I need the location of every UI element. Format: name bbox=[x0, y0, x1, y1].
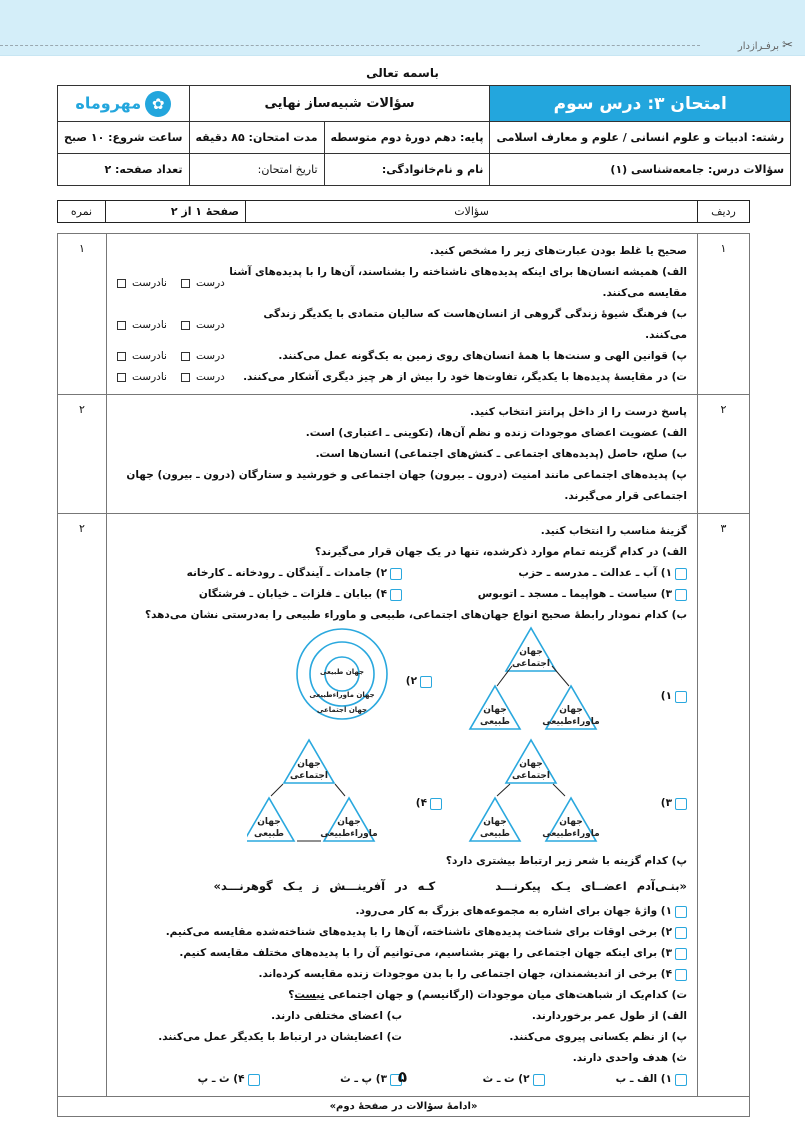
option-text: ۲) ت ـ ث bbox=[482, 1073, 530, 1085]
question-score: ۲ bbox=[79, 403, 85, 416]
tf-statement: الف) همیشه انسان‌ها برای اینکه پدیده‌های ناشناخته را بشناسند، آن‌ها را با پدیده‌های آشنا مقایسه می‌کنند. bbox=[229, 266, 687, 299]
col-page: صفحهٔ ۱ از ۲ bbox=[106, 201, 246, 223]
question-body bbox=[106, 514, 697, 1096]
question-score: ۱ bbox=[79, 242, 85, 255]
nested-circles-diagram-icon bbox=[292, 626, 402, 726]
col-score: نمره bbox=[58, 201, 106, 223]
part-b-question: ب) کدام نمودار رابطهٔ صحیح انواع جهان‌های اجتماعی، طبیعی و ماوراء طبیعی را به‌درستی نشان می‌دهد؟ bbox=[145, 609, 687, 621]
choice-item: پ) پدیده‌های اجتماعی مانند امنیت (درون ـ بیرون) جهان اجتماعی و خورشید و ستارگان (درون ـ بیرون) جهان اجتماعی قرار می‌گیرند. bbox=[126, 469, 687, 502]
false-label: نادرست bbox=[132, 350, 167, 362]
option-label: ۲) bbox=[405, 675, 417, 687]
choice-item: الف) عضویت اعضای موجودات زنده و نظم آن‌ها، (تکوینی ـ اعتباری) است. bbox=[305, 427, 687, 439]
simulation-title: سؤالات شبیه‌ساز نهایی bbox=[189, 86, 490, 122]
checkbox-icon[interactable] bbox=[675, 798, 687, 810]
true-label: درست bbox=[195, 318, 225, 331]
false-option[interactable] bbox=[117, 315, 167, 336]
grade-info: پایه: دهم دورهٔ دوم متوسطه bbox=[324, 122, 490, 154]
butterfly-icon: ✿ bbox=[145, 91, 171, 117]
top-cut-band bbox=[0, 0, 805, 56]
true-label: درست bbox=[195, 371, 225, 383]
checkbox-icon[interactable] bbox=[430, 798, 442, 810]
option-3[interactable] bbox=[117, 943, 687, 964]
option-text: ۱) آب ـ عدالت ـ مدرسه ـ حزب bbox=[518, 567, 672, 579]
question-number: ۲ bbox=[697, 395, 749, 513]
svg-text:اجتماعی: اجتماعی bbox=[290, 771, 328, 781]
diagram-option-1[interactable] bbox=[459, 626, 687, 744]
svg-text:جهان: جهان bbox=[519, 647, 543, 657]
svg-text:اجتماعی: اجتماعی bbox=[512, 659, 550, 669]
bismillah: باسمه تعالی bbox=[366, 66, 439, 80]
tf-item bbox=[117, 262, 687, 304]
checkbox-icon[interactable] bbox=[675, 969, 687, 981]
svg-text:جهان: جهان bbox=[337, 817, 361, 827]
true-option[interactable] bbox=[181, 346, 225, 367]
svg-text:جهان: جهان bbox=[559, 817, 583, 827]
option-text: ۲) جامدات ـ آیندگان ـ رودخانه ـ کارخانه bbox=[186, 567, 387, 579]
checkbox-icon[interactable] bbox=[117, 373, 126, 382]
poem bbox=[117, 872, 687, 901]
svg-text:طبیعی: طبیعی bbox=[253, 829, 285, 839]
page-number: ۵ bbox=[397, 1068, 408, 1086]
cut-label-text: برفـرازدار bbox=[737, 41, 780, 52]
option-label: ۳) bbox=[660, 797, 672, 809]
option-1[interactable] bbox=[402, 563, 687, 584]
statement: ت) اعضایشان در ارتباط با یکدیگر عمل می‌کنند. bbox=[158, 1031, 402, 1043]
tf-item bbox=[117, 304, 687, 346]
option-text: ۴) بیابان ـ فلزات ـ خیابان ـ فرشتگان bbox=[198, 588, 387, 600]
false-label: نادرست bbox=[132, 276, 167, 289]
false-option[interactable] bbox=[117, 273, 167, 294]
statement: ب) اعضای مختلفی دارند. bbox=[271, 1010, 402, 1022]
tf-item bbox=[117, 367, 687, 388]
option-text: ۱) واژهٔ جهان برای اشاره به مجموعه‌های بزرگ به کار می‌رود. bbox=[355, 905, 672, 917]
option-text: ۳) سیاست ـ هواپیما ـ مسجد ـ اتوبوس bbox=[477, 588, 672, 600]
option-4[interactable] bbox=[117, 964, 687, 985]
col-questions: سؤالات bbox=[246, 201, 698, 223]
option-1[interactable] bbox=[117, 901, 687, 922]
course-info: سؤالات درس: جامعه‌شناسی (۱) bbox=[490, 154, 791, 186]
false-option[interactable] bbox=[117, 346, 167, 367]
checkbox-icon[interactable] bbox=[675, 948, 687, 960]
option-text: ۳) پ ـ ث bbox=[340, 1073, 387, 1085]
svg-text:جهان: جهان bbox=[559, 705, 583, 715]
checkbox-icon[interactable] bbox=[181, 352, 190, 361]
checkbox-icon[interactable] bbox=[390, 568, 402, 580]
option-label: ۴) bbox=[415, 797, 427, 809]
svg-text:جهان اجتماعی: جهان اجتماعی bbox=[316, 706, 368, 714]
exam-title: امتحان ۳: درس سوم bbox=[490, 86, 791, 122]
part-a-question: الف) در کدام گزینه تمام موارد ذکرشده، تنها در یک جهان قرار می‌گیرند؟ bbox=[314, 546, 687, 558]
true-label: درست bbox=[195, 350, 225, 362]
part-t-statements bbox=[117, 1006, 687, 1069]
name-field[interactable]: نام و نام‌خانوادگی: bbox=[324, 154, 490, 186]
column-header-table bbox=[57, 200, 750, 223]
option-text: ۱) الف ـ ب bbox=[615, 1073, 672, 1085]
tf-statement: ب) فرهنگ شیوهٔ زندگی گروهی از انسان‌هاست که سالیان متمادی با یکدیگر زندگی می‌کنند. bbox=[263, 308, 687, 341]
part-t-question bbox=[117, 985, 687, 1006]
tf-item bbox=[117, 346, 687, 367]
option-text: ۴) ث ـ پ bbox=[197, 1073, 245, 1085]
date-field[interactable]: تاریخ امتحان: bbox=[189, 154, 324, 186]
statement: پ) از نظم یکسانی پیروی می‌کنند. bbox=[509, 1031, 687, 1043]
option-text: ۲) برخی اوقات برای شناخت پدیده‌های ناشناخته، آن‌ها را با پدیده‌های شناخته‌شده مقایسه می‌کنیم. bbox=[165, 926, 672, 938]
svg-text:جهان: جهان bbox=[519, 759, 543, 769]
checkbox-icon[interactable] bbox=[675, 691, 687, 703]
diagram-option-4[interactable] bbox=[247, 738, 442, 856]
option-label: ۱) bbox=[660, 690, 672, 702]
statement: ث) هدف واحدی دارند. bbox=[572, 1052, 687, 1064]
checkbox-icon[interactable] bbox=[390, 589, 402, 601]
question-row-3 bbox=[58, 514, 749, 1097]
triangle-cycle-diagram-icon bbox=[247, 738, 407, 848]
field-info: رشته: ادبیات و علوم انسانی / علوم و معارف اسلامی bbox=[490, 122, 791, 154]
option-text: ۴) برخی از اندیشمندان، جهان اجتماعی را با بدن موجودات زنده مقایسه کرده‌اند. bbox=[258, 968, 672, 980]
cut-label bbox=[738, 38, 793, 53]
question-body bbox=[106, 395, 697, 513]
svg-text:جهان: جهان bbox=[297, 759, 321, 769]
continue-note: «ادامهٔ سؤالات در صفحهٔ دوم» bbox=[329, 1101, 478, 1112]
checkbox-icon[interactable] bbox=[675, 568, 687, 580]
diagram-options bbox=[117, 626, 687, 851]
checkbox-icon[interactable] bbox=[675, 906, 687, 918]
svg-text:جهان طبیعی: جهان طبیعی bbox=[319, 668, 365, 676]
logo-text: مهروماه bbox=[75, 93, 142, 112]
checkbox-icon[interactable] bbox=[420, 676, 432, 688]
svg-text:طبیعی: طبیعی bbox=[479, 829, 511, 839]
checkbox-icon[interactable] bbox=[117, 321, 126, 330]
question-mark: ؟ bbox=[288, 989, 295, 1001]
true-label: درست bbox=[195, 276, 225, 289]
svg-text:ماوراءطبیعی: ماوراءطبیعی bbox=[542, 829, 600, 839]
page-count-info: تعداد صفحه: ۲ bbox=[58, 154, 190, 186]
checkbox-icon[interactable] bbox=[181, 279, 190, 288]
question-prompt: گزینهٔ مناسب را انتخاب کنید. bbox=[540, 525, 687, 537]
negation-word: نیست bbox=[294, 989, 325, 1001]
hierarchy-diagram-icon bbox=[459, 626, 649, 736]
true-option[interactable] bbox=[181, 315, 225, 336]
question-prompt: صحیح یا غلط بودن عبارت‌های زیر را مشخص کنید. bbox=[429, 245, 687, 257]
true-option[interactable] bbox=[181, 273, 225, 294]
checkbox-icon[interactable] bbox=[117, 352, 126, 361]
diagram-option-3[interactable] bbox=[459, 738, 687, 856]
false-option[interactable] bbox=[117, 367, 167, 388]
false-label: نادرست bbox=[132, 371, 167, 383]
question-prompt: پاسخ درست را از داخل پرانتز انتخاب کنید. bbox=[470, 406, 687, 418]
question-text: ت) کدام‌یک از شباهت‌های میان موجودات (ارگانیسم) و جهان اجتماعی bbox=[328, 989, 687, 1001]
brand-logo bbox=[58, 86, 190, 122]
svg-text:طبیعی: طبیعی bbox=[479, 717, 511, 727]
exam-header-table bbox=[57, 85, 791, 186]
cut-line bbox=[0, 45, 700, 46]
poem-line-1: «بنـی‌آدم اعضــای یـک پیکرنـــد bbox=[495, 879, 687, 893]
start-time-info: ساعت شروع: ۱۰ صبح bbox=[58, 122, 190, 154]
tf-statement: ت) در مقایسهٔ پدیده‌ها با یکدیگر، تفاوت‌ها خود را بیش از هر چیز دیگری آشکار می‌کنند. bbox=[243, 371, 687, 383]
question-row-2 bbox=[58, 395, 749, 514]
svg-text:جهان: جهان bbox=[483, 705, 507, 715]
diagram-option-2[interactable] bbox=[292, 626, 432, 734]
duration-info: مدت امتحان: ۸۵ دقیقه bbox=[189, 122, 324, 154]
false-label: نادرست bbox=[132, 318, 167, 331]
scissors-icon: ✂ bbox=[782, 38, 793, 53]
checkbox-icon[interactable] bbox=[117, 279, 126, 288]
questions-table bbox=[57, 233, 750, 1117]
question-body bbox=[106, 234, 697, 394]
option-2[interactable] bbox=[117, 922, 687, 943]
checkbox-icon[interactable] bbox=[675, 927, 687, 939]
svg-text:جهان: جهان bbox=[257, 817, 281, 827]
question-row-1 bbox=[58, 234, 749, 395]
part-a-options bbox=[117, 563, 687, 605]
checkbox-icon[interactable] bbox=[675, 589, 687, 601]
svg-text:اجتماعی: اجتماعی bbox=[512, 771, 550, 781]
option-3[interactable] bbox=[402, 584, 687, 605]
poem-line-2: کـه در آفرینـــش ز یـک گوهرنـــد» bbox=[213, 879, 436, 893]
option-2[interactable] bbox=[117, 563, 402, 584]
question-score: ۲ bbox=[79, 522, 85, 535]
choice-item: ب) صلح، حاصل (پدیده‌های اجتماعی ـ کنش‌های اجتماعی) انسان‌ها است. bbox=[315, 448, 687, 460]
part-p-question: پ) کدام گزینه با شعر زیر ارتباط بیشتری دارد؟ bbox=[445, 855, 687, 867]
svg-text:جهان: جهان bbox=[483, 817, 507, 827]
col-row: ردیف bbox=[698, 201, 750, 223]
svg-text:ماوراءطبیعی: ماوراءطبیعی bbox=[320, 829, 378, 839]
question-number: ۱ bbox=[697, 234, 749, 394]
checkbox-icon[interactable] bbox=[181, 373, 190, 382]
bidirectional-hierarchy-diagram-icon bbox=[459, 738, 649, 848]
svg-text:ماوراءطبیعی: ماوراءطبیعی bbox=[542, 717, 600, 727]
tf-statement: پ) قوانین الهی و سنت‌ها با همهٔ انسان‌های روی زمین به یک‌گونه عمل می‌کنند. bbox=[278, 350, 687, 362]
option-text: ۳) برای اینکه جهان اجتماعی را بهتر بشناسیم، می‌توانیم آن را با پدیده‌های مختلف مقایسه کنیم. bbox=[179, 947, 672, 959]
option-4[interactable] bbox=[117, 584, 402, 605]
statement: الف) از طول عمر برخوردارند. bbox=[531, 1010, 687, 1022]
question-number: ۳ bbox=[697, 514, 749, 1096]
svg-text:جهان ماوراءطبیعی: جهان ماوراءطبیعی bbox=[309, 691, 375, 699]
checkbox-icon[interactable] bbox=[181, 321, 190, 330]
true-option[interactable] bbox=[181, 367, 225, 388]
